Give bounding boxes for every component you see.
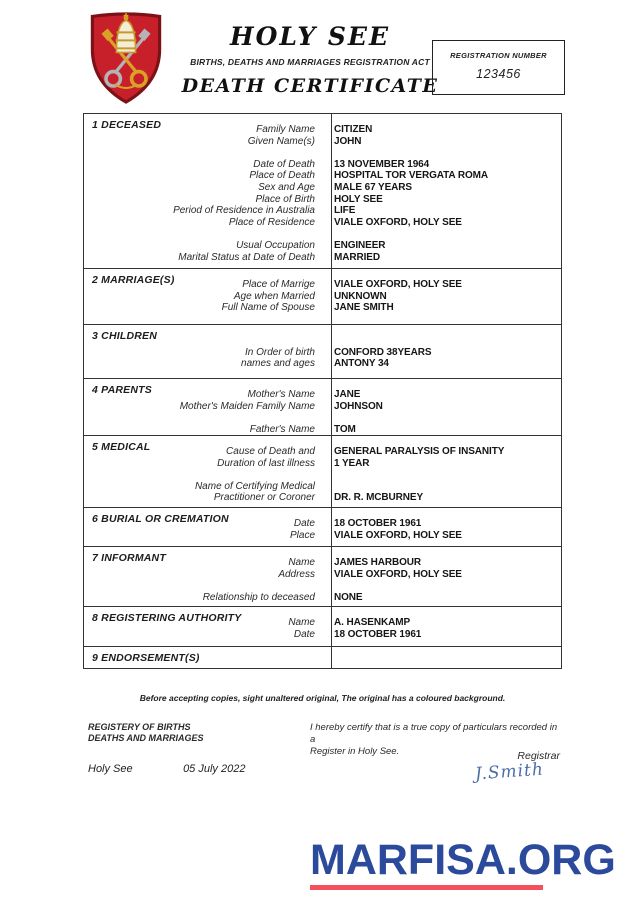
field-value: JANE SMITH (334, 302, 394, 314)
holy-see-coat-of-arms-icon (86, 10, 166, 106)
field-row (84, 159, 561, 171)
field-value: 13 NOVEMBER 1964 (334, 158, 430, 170)
field-row (84, 240, 561, 252)
field-value: VIALE OXFORD, HOLY SEE (334, 529, 462, 541)
field-value: LIFE (334, 205, 356, 217)
column-divider (331, 508, 332, 546)
field-label: Usual Occupation (236, 239, 315, 251)
section-endorsements (84, 647, 561, 668)
field-label: Place (289, 529, 315, 541)
row-spacer (84, 580, 561, 592)
column-divider (331, 379, 332, 435)
field-value: VIALE OXFORD, HOLY SEE (334, 568, 462, 580)
field-label: Mother's Maiden Family Name (179, 400, 315, 412)
field-value: CITIZEN (334, 124, 373, 135)
section-medical (84, 436, 561, 508)
issue-place: Holy See (88, 763, 133, 775)
field-value: GENERAL PARALYSIS OF INSANITY (334, 446, 505, 457)
copy-notice: Before accepting copies, sight unaltered original, The original has a coloured background. (139, 693, 506, 703)
field-value: JOHN (334, 135, 362, 147)
registry-line-2: DEATHS AND MARRIAGES (88, 733, 204, 743)
field-row (84, 136, 561, 148)
registration-number-value: 123456 (476, 67, 521, 81)
field-row (84, 291, 561, 303)
certificate-table (83, 113, 562, 669)
section-children (84, 325, 561, 379)
field-value: NONE (334, 591, 363, 603)
field-value: HOSPITAL TOR VERGATA ROMA (334, 170, 488, 182)
issue-place-date (88, 763, 245, 775)
column-divider (331, 607, 332, 646)
field-label: Place of Residence (228, 216, 315, 228)
field-label: Family Name (256, 124, 315, 135)
field-row (84, 492, 561, 504)
section-burial (84, 508, 561, 547)
registrar-label: Registrar (517, 750, 560, 762)
certify-line-2: Register in Holy See. (310, 746, 400, 757)
field-value: ENGINEER (334, 239, 386, 251)
section-informant (84, 547, 561, 607)
field-row (84, 182, 561, 194)
field-value (323, 481, 334, 493)
section-deceased (84, 114, 561, 269)
field-row (84, 424, 561, 436)
column-divider (331, 269, 332, 324)
section-title: 2 MARRIAGE(S) (92, 274, 175, 286)
field-label: names and ages (241, 358, 315, 370)
field-value: JOHNSON (334, 400, 383, 412)
section-title: 6 BURIAL OR CREMATION (92, 513, 229, 525)
field-label: In Order of birth (244, 346, 315, 358)
registration-number-box (432, 40, 565, 95)
field-label: Father's Name (249, 423, 315, 435)
section-registering-authority (84, 607, 561, 647)
registry-line-1: REGISTERY OF BIRTHS (88, 722, 191, 732)
field-label: Name (288, 557, 315, 568)
field-label: Mother's Name (247, 389, 315, 400)
field-value: 18 OCTOBER 1961 (334, 628, 422, 640)
field-value: ANTONY 34 (334, 358, 389, 370)
section-title: 9 ENDORSEMENT(S) (92, 652, 200, 664)
field-label: Date (293, 628, 315, 640)
field-label: Full Name of Spouse (221, 302, 315, 314)
field-value: TOM (334, 423, 356, 435)
section-title: 8 REGISTERING AUTHORITY (92, 612, 242, 624)
field-row (84, 217, 561, 229)
row-spacer (84, 228, 561, 240)
field-value: CONFORD 38YEARS (334, 346, 432, 358)
field-row (84, 205, 561, 217)
section-rows (84, 436, 561, 504)
registry-of-births-label (88, 722, 204, 744)
issue-date: 05 July 2022 (183, 763, 246, 775)
column-divider (331, 325, 332, 378)
marfisa-logo-text: MARFISA.ORG (310, 836, 616, 884)
column-divider (331, 547, 332, 606)
field-value: A. HASENKAMP (334, 617, 411, 628)
field-label: Place of Marrige (242, 279, 315, 290)
field-row (84, 194, 561, 206)
field-row (84, 302, 561, 314)
section-rows (84, 114, 561, 263)
section-title: 1 DECEASED (92, 119, 162, 131)
section-title: 3 CHILDREN (92, 330, 158, 342)
page-title: HOLY SEE (229, 22, 391, 51)
field-row (84, 592, 561, 604)
row-spacer (84, 412, 561, 424)
section-marriages (84, 269, 561, 325)
field-value: VIALE OXFORD, HOLY SEE (334, 216, 462, 228)
field-label: Given Name(s) (247, 135, 315, 147)
field-label: Marital Status at Date of Death (178, 251, 315, 263)
certificate-header (160, 22, 460, 97)
field-label: Date (293, 518, 315, 529)
certify-line-1: I hereby certify that is a true copy of particulars recorded in a (310, 722, 558, 745)
field-label: Period of Residence in Australia (173, 205, 315, 217)
field-row (84, 347, 561, 359)
field-row (84, 389, 561, 401)
field-value: JANE (334, 389, 361, 400)
row-spacer (84, 147, 561, 159)
section-title: 7 INFORMANT (92, 552, 166, 564)
coat-of-arms-svg (86, 10, 166, 106)
field-label: Place of Birth (255, 193, 315, 205)
field-value: MALE 67 YEARS (334, 181, 412, 193)
column-divider (331, 647, 332, 668)
field-row (84, 629, 561, 641)
field-row (84, 481, 561, 493)
field-label: Cause of Death and (226, 446, 315, 457)
section-rows (84, 379, 561, 435)
field-value: JAMES HARBOUR (334, 557, 422, 568)
field-label: Name of Certifying Medical (194, 480, 315, 492)
column-divider (331, 436, 332, 507)
section-title: 5 MEDICAL (92, 441, 151, 453)
field-row (84, 252, 561, 264)
field-value: VIALE OXFORD, HOLY SEE (334, 279, 462, 290)
field-row (84, 569, 561, 581)
registration-number-label: REGISTRATION NUMBER (450, 51, 547, 60)
field-row (84, 170, 561, 182)
field-label: Address (278, 568, 315, 580)
field-label: Duration of last illness (217, 457, 315, 469)
field-row (84, 358, 561, 370)
field-value: HOLY SEE (334, 193, 383, 205)
marfisa-watermark (310, 838, 616, 890)
field-label: Date of Death (253, 158, 315, 170)
section-title: 4 PARENTS (92, 384, 152, 396)
field-label: Age when Married (233, 290, 315, 302)
field-value: UNKNOWN (334, 290, 387, 302)
column-divider (331, 114, 332, 268)
field-value: 1 YEAR (334, 457, 370, 469)
field-value: MARRIED (334, 251, 380, 263)
certificate-type-title: DEATH CERTIFICATE (181, 75, 439, 97)
marfisa-logo-underline (310, 885, 543, 890)
field-value: 18 OCTOBER 1961 (334, 518, 422, 529)
field-value: DR. R. MCBURNEY (334, 492, 424, 504)
field-row (84, 530, 561, 542)
footer-block (83, 722, 562, 792)
field-label: Practitioner or Coroner (213, 492, 315, 504)
field-row (84, 446, 561, 458)
field-label: Place of Death (249, 170, 315, 182)
act-subtitle: BIRTHS, DEATHS AND MARRIAGES REGISTRATION ACT (190, 57, 430, 67)
field-label: Relationship to deceased (202, 591, 315, 603)
field-row (84, 458, 561, 470)
field-row (84, 401, 561, 413)
field-label: Name (288, 617, 315, 628)
field-label: Sex and Age (258, 181, 315, 193)
section-parents (84, 379, 561, 436)
registrar-signature: J.Smith (474, 759, 545, 785)
row-spacer (84, 469, 561, 481)
